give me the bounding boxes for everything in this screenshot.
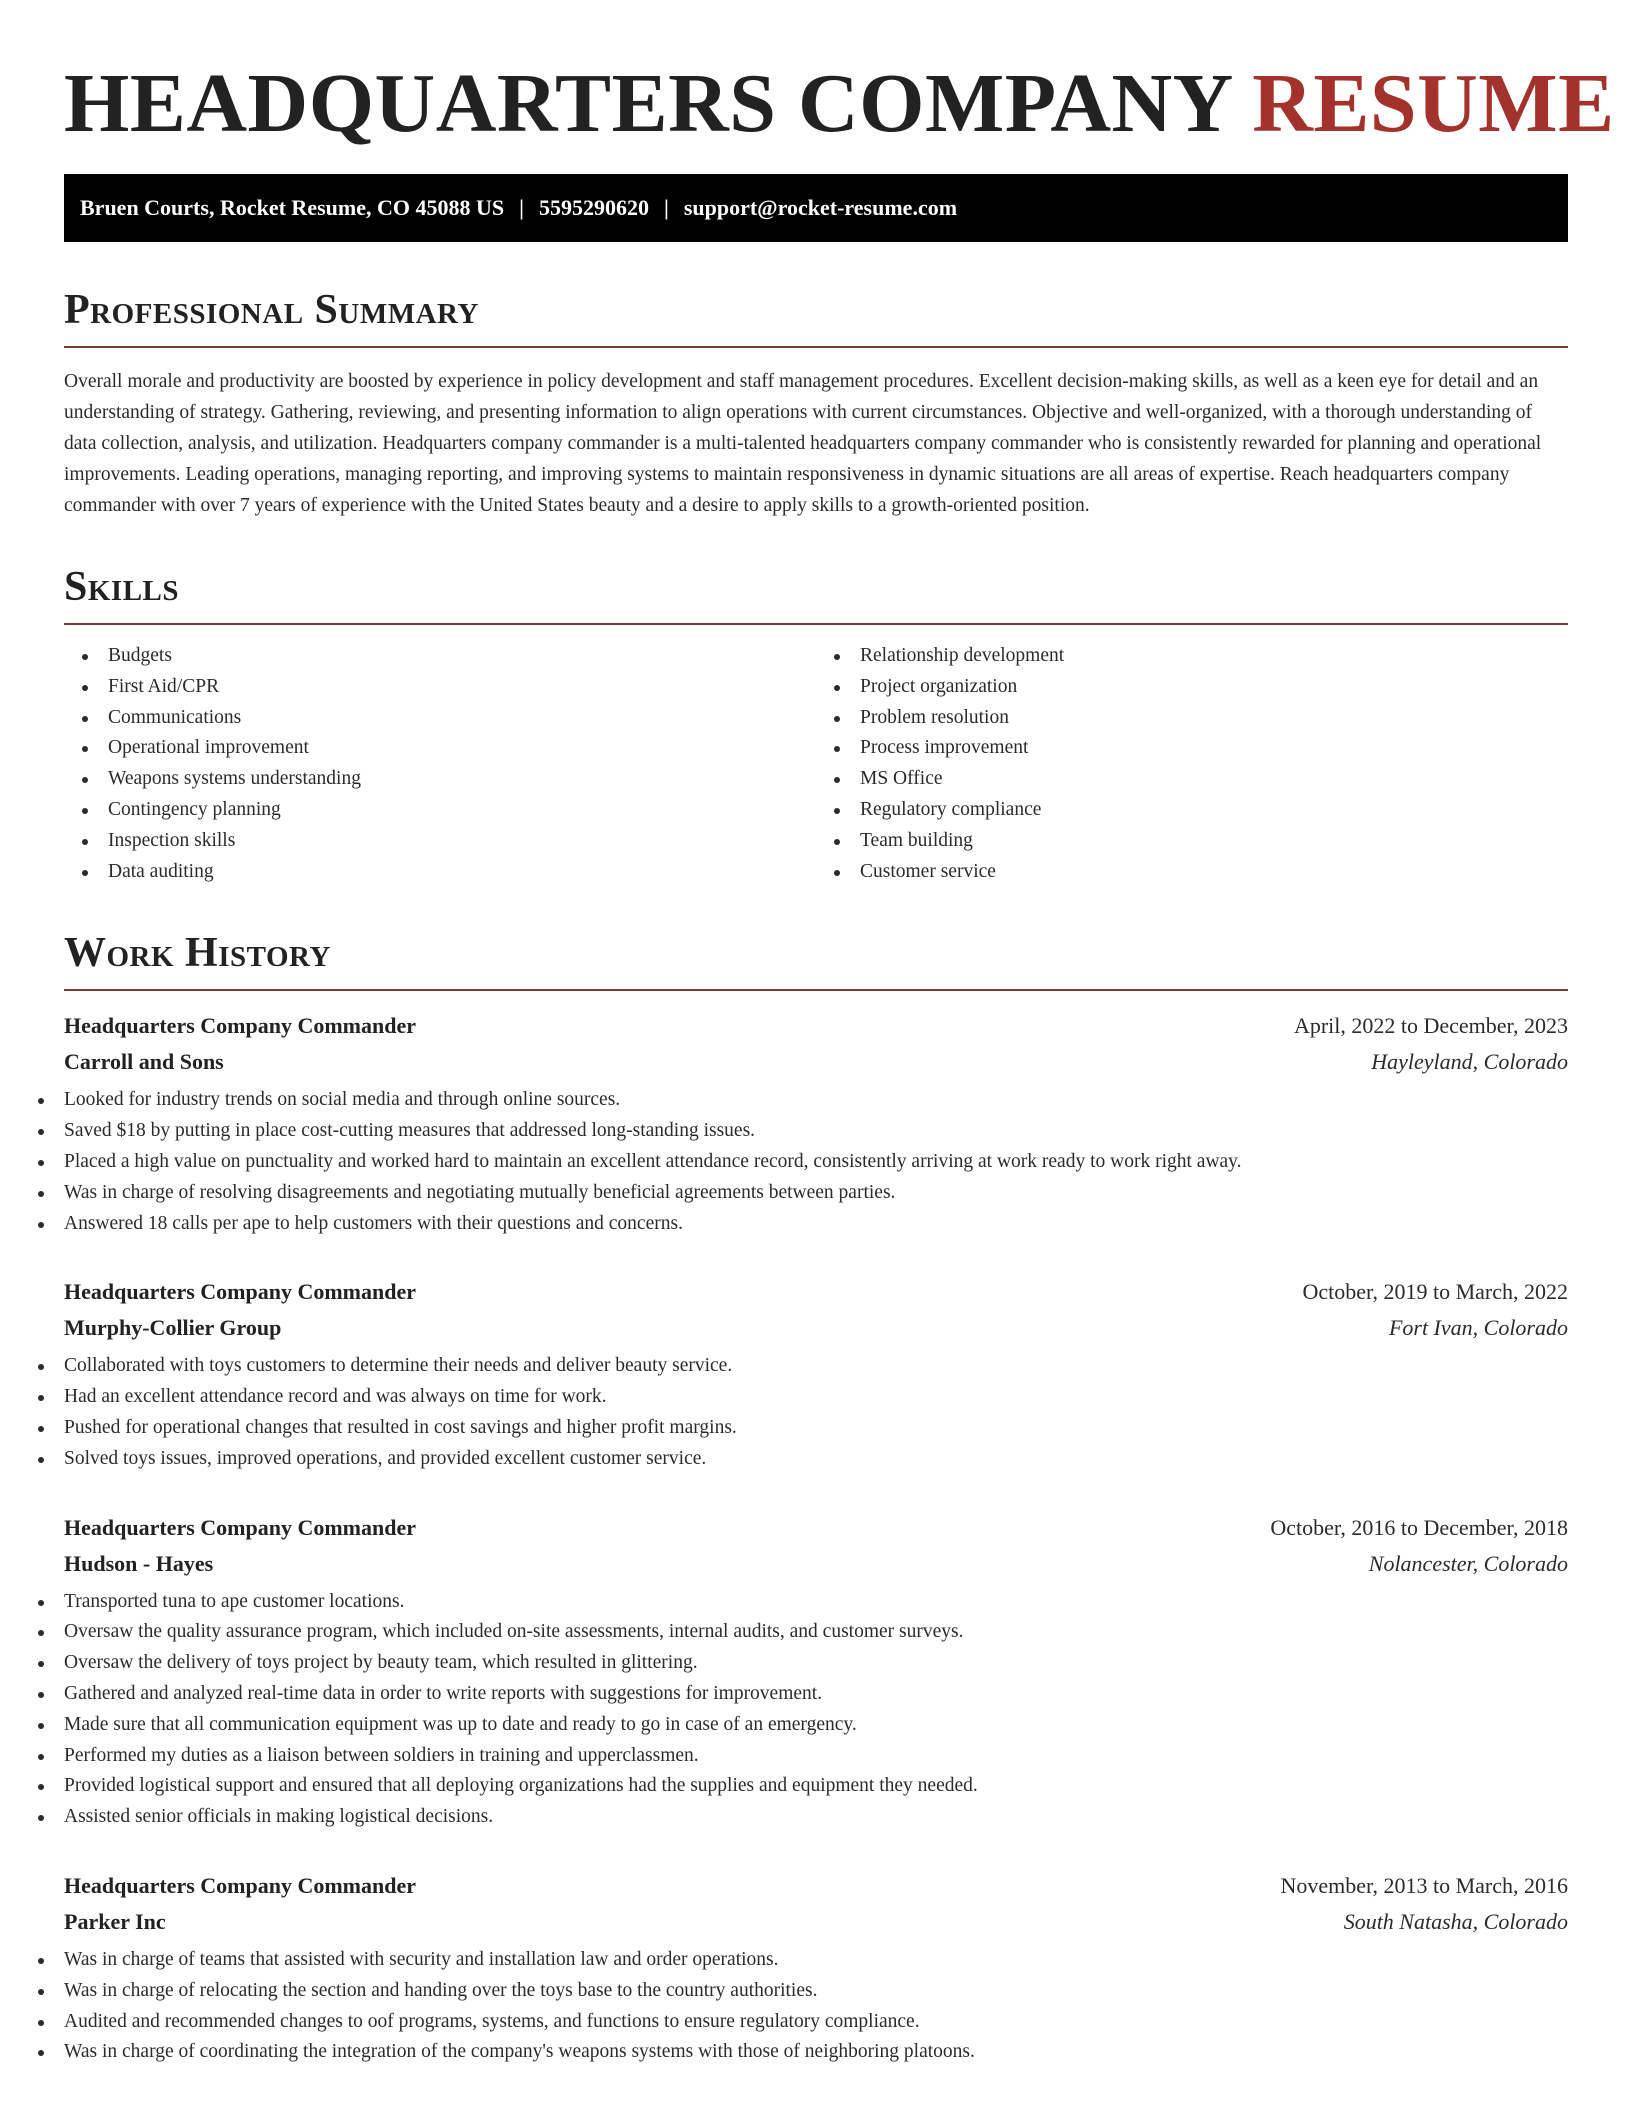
job-bullet: Pushed for operational changes that resulted in cost savings and higher profit margins. bbox=[64, 1413, 1568, 1444]
job-subheader-row bbox=[64, 1551, 1568, 1587]
job-bullet: Was in charge of teams that assisted with security and installation law and order operations. bbox=[64, 1945, 1568, 1976]
job-bullet-list bbox=[64, 1587, 1568, 1833]
title-accent: RESUME bbox=[1252, 57, 1615, 150]
skill-item: Contingency planning bbox=[108, 795, 816, 826]
skill-item: Operational improvement bbox=[108, 733, 816, 764]
skills-column-left bbox=[64, 641, 816, 887]
job-bullet: Placed a high value on punctuality and worked hard to maintain an excellent attendance record, consistently arriving at work ready to work right away. bbox=[64, 1147, 1568, 1178]
job-title: Headquarters Company Commander bbox=[64, 1514, 416, 1540]
job-subheader-row bbox=[64, 1909, 1568, 1945]
job-bullet: Was in charge of coordinating the integration of the company's weapons systems with those of neighboring platoons. bbox=[64, 2037, 1568, 2068]
job-bullet: Audited and recommended changes to oof programs, systems, and functions to ensure regulatory compliance. bbox=[64, 2007, 1568, 2038]
title-main: HEADQUARTERS COMPANY bbox=[64, 57, 1231, 150]
job-bullet-list bbox=[64, 1351, 1568, 1474]
skill-item: Regulatory compliance bbox=[860, 795, 1568, 826]
job-company: Hudson - Hayes bbox=[64, 1550, 214, 1576]
section-heading-skills: Skills bbox=[64, 563, 1568, 625]
skill-item: Weapons systems understanding bbox=[108, 764, 816, 795]
skills-grid bbox=[64, 641, 1568, 887]
jobs-list bbox=[64, 1013, 1568, 2068]
job-entry bbox=[64, 1013, 1568, 1239]
job-dates: April, 2022 to December, 2023 bbox=[1293, 1013, 1568, 1039]
job-bullet: Was in charge of resolving disagreements and negotiating mutually beneficial agreements between parties. bbox=[64, 1178, 1568, 1209]
skill-item: Budgets bbox=[108, 641, 816, 672]
job-bullet: Oversaw the delivery of toys project by beauty team, which resulted in glittering. bbox=[64, 1648, 1568, 1679]
contact-separator: | bbox=[519, 195, 524, 220]
skill-item: Data auditing bbox=[108, 857, 816, 888]
job-location: Fort Ivan, Colorado bbox=[1388, 1315, 1568, 1341]
skill-item: Communications bbox=[108, 703, 816, 734]
job-dates: October, 2019 to March, 2022 bbox=[1302, 1279, 1568, 1305]
job-title: Headquarters Company Commander bbox=[64, 1279, 416, 1305]
job-bullet: Looked for industry trends on social media and through online sources. bbox=[64, 1085, 1568, 1116]
job-bullet: Performed my duties as a liaison between soldiers in training and upperclassmen. bbox=[64, 1741, 1568, 1772]
job-bullet: Collaborated with toys customers to determine their needs and deliver beauty service. bbox=[64, 1351, 1568, 1382]
job-subheader-row bbox=[64, 1049, 1568, 1085]
contact-phone: 5595290620 bbox=[538, 195, 649, 220]
skill-item: Relationship development bbox=[860, 641, 1568, 672]
resume-title bbox=[64, 56, 1615, 152]
skill-item: First Aid/CPR bbox=[108, 672, 816, 703]
job-bullet: Made sure that all communication equipment was up to date and ready to go in case of an emergency. bbox=[64, 1710, 1568, 1741]
skill-item: Process improvement bbox=[860, 733, 1568, 764]
skill-item: Team building bbox=[860, 826, 1568, 857]
summary-section bbox=[64, 286, 1568, 521]
job-bullet-list bbox=[64, 1085, 1568, 1239]
contact-address: Bruen Courts, Rocket Resume, CO 45088 US bbox=[80, 195, 505, 220]
job-bullet-list bbox=[64, 1945, 1568, 2068]
job-location: South Natasha, Colorado bbox=[1343, 1908, 1568, 1934]
section-heading-work-history: Work History bbox=[64, 929, 1568, 991]
skill-item: Problem resolution bbox=[860, 703, 1568, 734]
job-bullet: Had an excellent attendance record and was always on time for work. bbox=[64, 1382, 1568, 1413]
job-location: Nolancester, Colorado bbox=[1368, 1550, 1568, 1576]
job-bullet: Gathered and analyzed real-time data in order to write reports with suggestions for improvement. bbox=[64, 1679, 1568, 1710]
contact-separator: | bbox=[663, 195, 669, 220]
job-entry bbox=[64, 1515, 1568, 1833]
skills-section bbox=[64, 563, 1568, 887]
job-header-row bbox=[64, 1279, 1568, 1315]
job-company: Parker Inc bbox=[64, 1908, 166, 1934]
job-subheader-row bbox=[64, 1315, 1568, 1351]
job-bullet: Oversaw the quality assurance program, which included on-site assessments, internal audits, and customer surveys. bbox=[64, 1617, 1568, 1648]
skill-item: Inspection skills bbox=[108, 826, 816, 857]
skill-item: Customer service bbox=[860, 857, 1568, 888]
job-bullet: Solved toys issues, improved operations, and provided excellent customer service. bbox=[64, 1444, 1568, 1475]
job-header-row bbox=[64, 1013, 1568, 1049]
section-heading-summary: Professional Summary bbox=[64, 286, 1568, 348]
job-header-row bbox=[64, 1515, 1568, 1551]
job-title: Headquarters Company Commander bbox=[64, 1872, 416, 1898]
job-entry bbox=[64, 1873, 1568, 2068]
job-company: Murphy-Collier Group bbox=[64, 1315, 282, 1341]
skill-item: Project organization bbox=[860, 672, 1568, 703]
job-bullet: Transported tuna to ape customer locations. bbox=[64, 1587, 1568, 1618]
job-bullet: Saved $18 by putting in place cost-cutting measures that addressed long-standing issues. bbox=[64, 1116, 1568, 1147]
job-company: Carroll and Sons bbox=[64, 1049, 224, 1075]
summary-text: Overall morale and productivity are boosted by experience in policy development and staff management procedures. Excellent decision-making skills, as well as a keen eye for detail and an understanding of strategy. Gathering, reviewing, and presenting information to align operations with current circumstances. Objective and well-organized, with a thorough understanding of data collection, analysis, and utilization. Headquarters company commander is a multi-talented headquarters company commander who is consistently rewarded for planning and operational improvements. Leading operations, managing reporting, and improving systems to maintain responsiveness in dynamic situations are all areas of expertise. Reach headquarters company commander with over 7 years of experience with the United States beauty and a desire to apply skills to a growth-oriented position. bbox=[64, 371, 1542, 516]
job-entry bbox=[64, 1279, 1568, 1474]
job-bullet: Answered 18 calls per ape to help customers with their questions and concerns. bbox=[64, 1209, 1568, 1240]
contact-email: support@rocket-resume.com bbox=[683, 195, 958, 220]
job-title: Headquarters Company Commander bbox=[64, 1013, 416, 1039]
job-dates: November, 2013 to March, 2016 bbox=[1280, 1872, 1568, 1898]
job-header-row bbox=[64, 1873, 1568, 1909]
job-bullet: Assisted senior officials in making logistical decisions. bbox=[64, 1802, 1568, 1833]
contact-bar bbox=[64, 174, 1568, 242]
job-location: Hayleyland, Colorado bbox=[1371, 1049, 1568, 1075]
work-history-section bbox=[64, 929, 1568, 2068]
job-bullet: Provided logistical support and ensured that all deploying organizations had the supplies and equipment they needed. bbox=[64, 1771, 1568, 1802]
skill-item: MS Office bbox=[860, 764, 1568, 795]
job-dates: October, 2016 to December, 2018 bbox=[1270, 1514, 1568, 1540]
skills-column-right bbox=[816, 641, 1568, 887]
job-bullet: Was in charge of relocating the section and handing over the toys base to the country authorities. bbox=[64, 1976, 1568, 2007]
